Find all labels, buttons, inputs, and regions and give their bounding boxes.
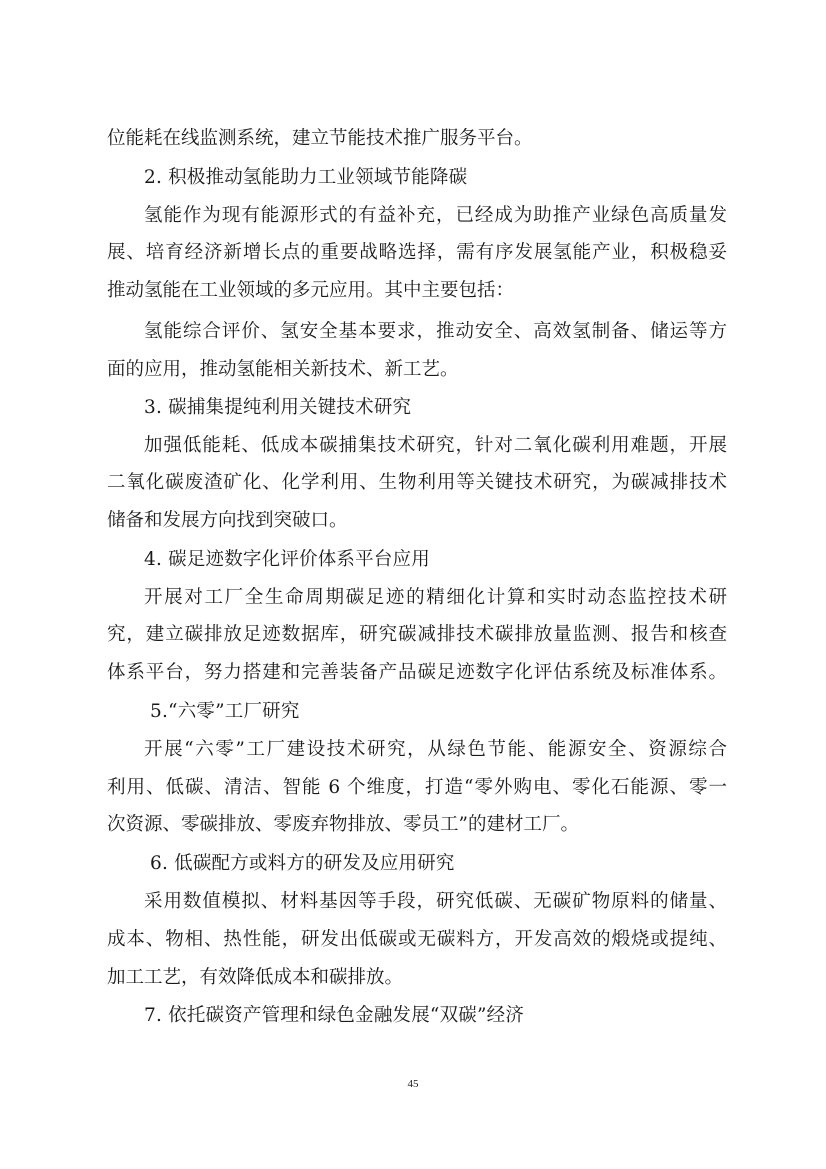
paragraph-line: 利用、低碳、清洁、智能 6 个维度，打造“零外购电、零化石能源、零一: [107, 777, 727, 798]
paragraph-line: 加强低能耗、低成本碳捕集技术研究，针对二氧化碳利用难题，开展: [144, 435, 727, 456]
section-heading-7: 7. 依托碳资产管理和绿色金融发展“双碳”经济: [144, 1005, 525, 1026]
paragraph-line: 储备和发展方向找到突破口。: [107, 510, 348, 531]
section-heading-2: 2. 积极推动氢能助力工业领域节能降碳: [144, 167, 468, 188]
section-heading-3: 3. 碳捕集提纯利用关键技术研究: [144, 397, 412, 418]
paragraph-line: 推动氢能在工业领域的多元应用。其中主要包括：: [107, 280, 515, 301]
paragraph-line: 究，建立碳排放足迹数据库，研究碳减排技术碳排放量监测、报告和核查: [107, 624, 727, 645]
paragraph-line: 二氧化碳废渣矿化、化学利用、生物利用等关键技术研究，为碳减排技术: [107, 472, 727, 493]
paragraph-line: 采用数值模拟、材料基因等手段，研究低碳、无碳矿物原料的储量、: [144, 891, 727, 912]
paragraph-line: 加工工艺，有效降低成本和碳排放。: [107, 967, 404, 988]
section-heading-6: 6. 低碳配方或料方的研发及应用研究: [150, 853, 455, 874]
paragraph-line: 开展“六零”工厂建设技术研究，从绿色节能、能源安全、资源综合: [144, 739, 727, 760]
section-heading-4: 4. 碳足迹数字化评价体系平台应用: [144, 549, 430, 570]
paragraph-line: 成本、物相、热性能，研发出低碳或无碳料方，开发高效的煅烧或提纯、: [107, 929, 727, 950]
paragraph-line: 体系平台，努力搭建和完善装备产品碳足迹数字化评估系统及标准体系。: [107, 662, 727, 683]
paragraph-line: 氢能综合评价、氢安全基本要求，推动安全、高效氢制备、储运等方: [144, 321, 727, 342]
paragraph-line: 次资源、零碳排放、零废弃物排放、零员工”的建材工厂。: [107, 814, 579, 835]
paragraph-line: 位能耗在线监测系统，建立节能技术推广服务平台。: [107, 128, 533, 149]
page-number: 45: [407, 1078, 419, 1090]
paragraph-line: 氢能作为现有能源形式的有益补充，已经成为助推产业绿色高质量发: [144, 205, 727, 226]
paragraph-line: 开展对工厂全生命周期碳足迹的精细化计算和实时动态监控技术研: [144, 587, 727, 608]
paragraph-line: 展、培育经济新增长点的重要战略选择，需有序发展氢能产业，积极稳妥: [107, 242, 727, 263]
paragraph-line: 面的应用，推动氢能相关新技术、新工艺。: [107, 359, 459, 380]
section-heading-5: 5.“六零”工厂研究: [150, 701, 300, 722]
